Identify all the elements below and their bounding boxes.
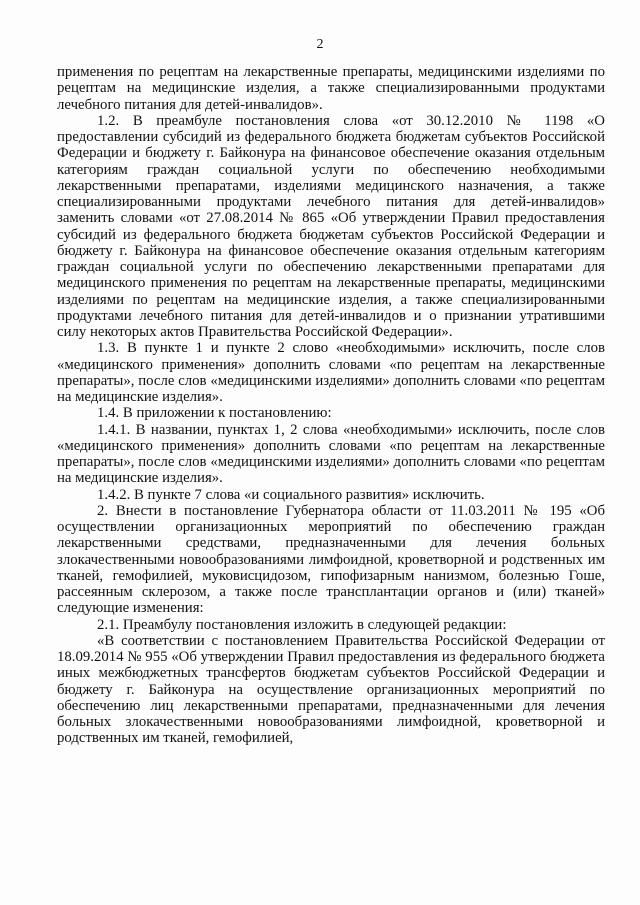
document-body [57,64,605,747]
paragraph-1-4: 1.4. В приложении к постановлению: [97,405,332,422]
paragraph-2-1: 2.1. Преамбулу постановления изложить в следующей редакции: [97,616,507,633]
paragraph-1-4-2: 1.4.2. В пункте 7 слова «и социального развития» исключить. [97,486,485,503]
paragraph-preamble-quote: «В соответствии с постановлением Правительства Российской Федерации от 18.09.2014 № 955 «Об утверждении Правил предоставления из федерального бюджета иных межбюджетных трансфертов бюджетам субъектов Российской Федерации и бюджету г. Байконура на осуществление организационных мероприятий по обеспечению лиц лекарственными препаратами, предназначенными для лечения больных злокачественными новообразованиями лимфоидной, кроветворной и родственных им тканей, гемофилией, [57,632,605,747]
page-number: 2 [316,37,324,52]
paragraph-2: 2. Внести в постановление Губернатора области от 11.03.2011 № 195 «Об осуществлении организационных мероприятий по обеспечению граждан лекарственными средствами, предназначенными для лечения больных злокачественными новообразованиями лимфоидной, кроветворной и родственных им тканей, гемофилией, муковисцидозом, гипофизарным нанизмом, болезнью Гоше, рассеянным склерозом, а также после трансплантации органов и (или) тканей» следующие изменения: [57,502,605,617]
paragraph-continuation: применения по рецептам на лекарственные препараты, медицинскими изделиями по рецептам на медицинские изделия, а также специализированными продуктами лечебного питания для детей-инвалидов». [57,64,605,113]
paragraph-1-2: 1.2. В преамбуле постановления слова «от 30.12.2010 № 1198 «О предоставлении субсидий из федерального бюджета бюджетам субъектов Российской Федерации и бюджету г. Байконура на финансовое обеспечение оказания отдельным категориям граждан социальной услуги по обеспечению необходимыми лекарственными препаратами, изделиями медицинского назначения, а также специализированными продуктами лечебного питания для детей-инвалидов» заменить словами «от 27.08.2014 № 865 «Об утверждении Правил предоставления субсидий из федерального бюджета бюджетам субъектов Российской Федерации и бюджету г. Байконура на финансовое обеспечение оказания отдельным категориям граждан социальной услуги по обеспечению лекарственными препаратами для медицинского применения по рецептам на лекарственные препараты, медицинскими изделиями по рецептам на медицинские изделия, а также специализированными продуктами лечебного питания для детей-инвалидов и о признании утратившими силу некоторых актов Правительства Российской Федерации». [57,112,605,340]
paragraph-1-3: 1.3. В пункте 1 и пункте 2 слово «необходимыми» исключить, после слов «медицинского применения» дополнить словами «по рецептам на лекарственные препараты», после слов «медицинскими изделиями» дополнить словами «по рецептам на медицинские изделия». [57,340,605,405]
paragraph-1-4-1: 1.4.1. В названии, пунктах 1, 2 слова «необходимыми» исключить, после слов «медицинского применения» дополнить словами «по рецептам на лекарственные препараты», после слов «медицинскими изделиями» дополнить словами «по рецептам на медицинские изделия». [57,421,605,487]
